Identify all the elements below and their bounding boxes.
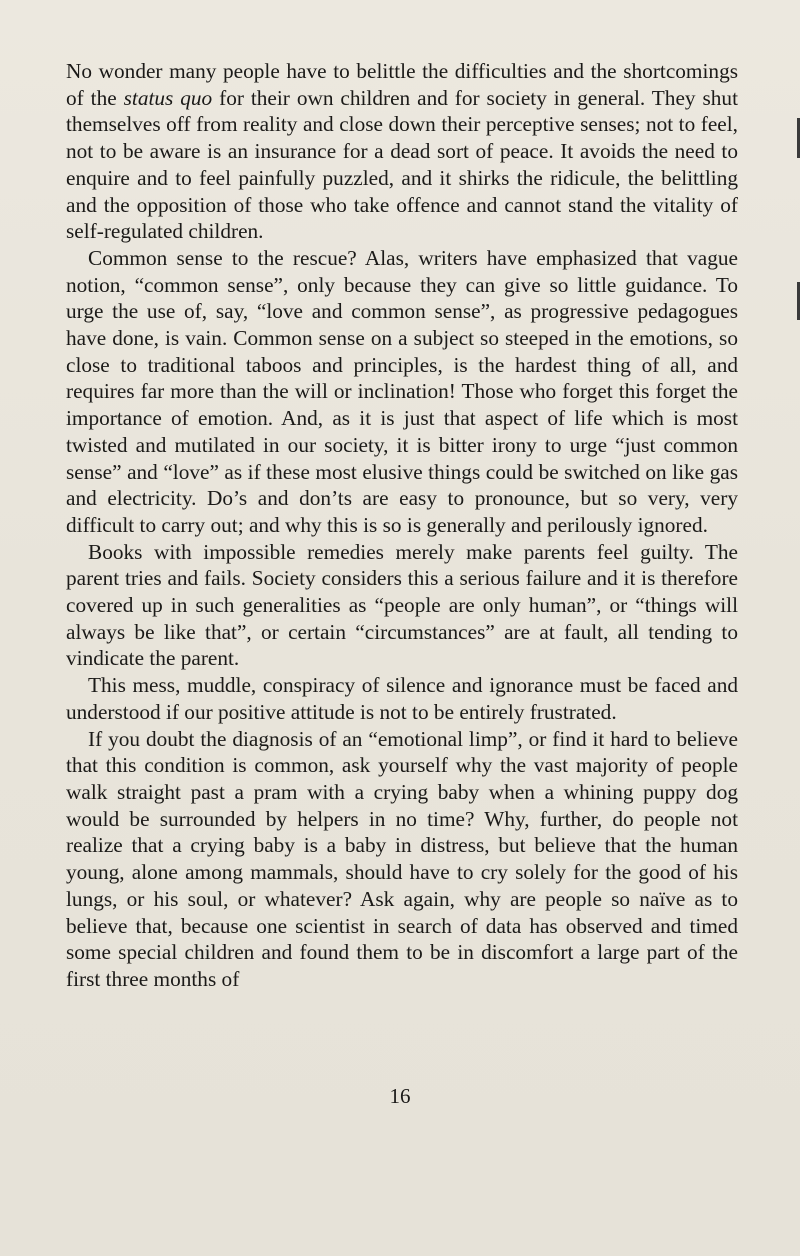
- paragraph: If you doubt the diagnosis of an “emotional limp”, or find it hard to believe that this condition is common, ask yourself why the vast majority of people walk straight past a pram with a crying baby when a whining puppy dog would be surrounded by helpers in no time? Why, further, do people not realize that a crying baby is a baby in distress, but believe that the human young, alone among mammals, should have to cry solely for the good of his lungs, or his soul, or whatever? Ask again, why are people so naïve as to believe that, because one scientist in search of data has observed and timed some special children and found them to be in discomfort a large part of the first three months of: [66, 726, 738, 991]
- page-number: 16: [389, 1084, 411, 1108]
- paragraph-text: No wonder many people have to belittle the difficulties and the shortcomings of the: [66, 59, 738, 110]
- paragraph: Books with impossible remedies merely make parents feel guilty. The parent tries and fails. Society considers this a serious failure and it is therefore covered up in such generalities as “people are only human”, or “things will always be like that”, or certain “circumstances” are at fault, all tending to vindicate the parent.: [66, 539, 738, 671]
- paragraph: This mess, muddle, conspiracy of silence and ignorance must be faced and understood if our positive attitude is not to be entirely frustrated.: [66, 673, 738, 724]
- italic-phrase: status quo: [123, 85, 213, 110]
- paragraph-text: for their own children and for society in general. They shut themselves off from reality and close down their perceptive senses; not to feel, not to be aware is an insurance for a dead sort of peace. It avoids the need to enquire and to feel painfully puzzled, and it shirks the ridicule, the belittling and the opposition of those who take offence and cannot stand the vitality of self-regulated children.: [66, 85, 738, 244]
- paragraph: [66, 58, 738, 245]
- body-text: [66, 58, 738, 993]
- paragraph: Common sense to the rescue? Alas, writers have emphasized that vague notion, “common sense”, only because they can give so little guidance. To urge the use of, say, “love and common sense”, as progressive pedagogues have done, is vain. Common sense on a subject so steeped in the emotions, so close to traditional taboos and principles, is the hardest thing of all, and requires far more than the will or inclination! Those who forget this forget the importance of emotion. And, as it is just that aspect of life which is most twisted and mutilated in our society, it is bitter irony to urge “just common sense” and “love” as if these most elusive things could be switched on like gas and electricity. Do’s and don’ts are easy to pronounce, but so very, very difficult to carry out; and why this is so is generally and perilously ignored.: [66, 245, 738, 537]
